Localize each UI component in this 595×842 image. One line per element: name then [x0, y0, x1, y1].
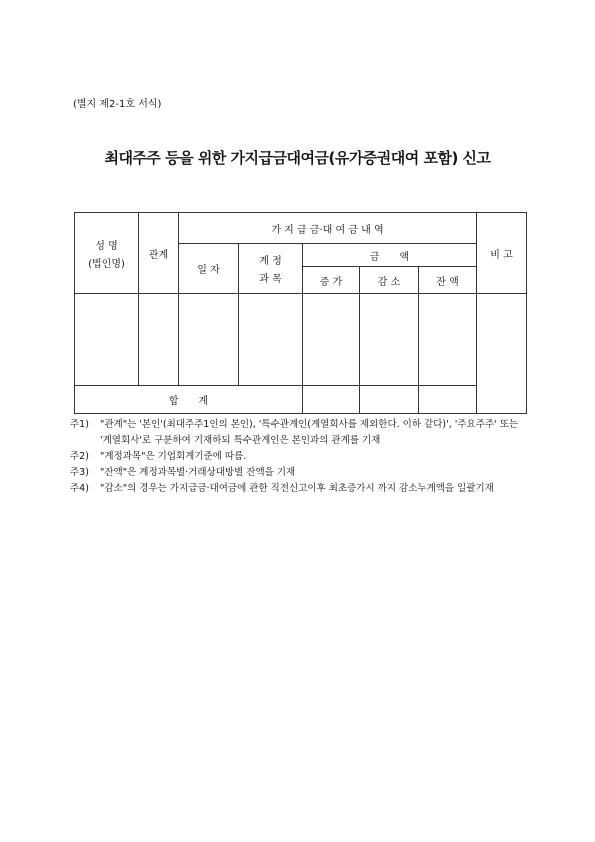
total-balance-cell[interactable] — [419, 386, 477, 414]
name-header-sublabel: (법인명) — [88, 258, 125, 270]
account-header-line1: 계 정 — [259, 256, 282, 267]
account-header — [239, 244, 303, 294]
note-item — [70, 449, 532, 465]
date-cell[interactable] — [179, 294, 239, 386]
note-prefix: 주2) — [70, 451, 89, 462]
notes — [70, 417, 532, 497]
remarks-header: 비 고 — [477, 213, 527, 294]
decrease-header: 감 소 — [360, 267, 419, 294]
increase-cell[interactable] — [303, 294, 360, 386]
balance-cell[interactable] — [419, 294, 477, 386]
account-header-line2: 과 목 — [259, 274, 282, 285]
name-header — [75, 213, 139, 294]
note-text: "계정과목"은 기업회계기준에 따름. — [100, 451, 247, 462]
balance-header: 잔 액 — [419, 267, 477, 294]
decrease-cell[interactable] — [360, 294, 419, 386]
increase-header: 증 가 — [303, 267, 360, 294]
account-cell[interactable] — [239, 294, 303, 386]
total-increase-cell[interactable] — [303, 386, 360, 414]
note-prefix: 주3) — [70, 467, 89, 478]
note-item — [70, 417, 532, 449]
note-item — [70, 481, 532, 497]
loan-details-header: 가 지 급 금·대 여 금 내 역 — [179, 213, 477, 244]
loan-report-table — [74, 212, 527, 414]
name-header-label: 성 명 — [95, 240, 118, 252]
total-label: 합 계 — [75, 386, 303, 414]
total-row — [75, 386, 527, 414]
table-row — [75, 294, 527, 386]
note-text: "잔액"은 계정과목별·거래상대방별 잔액을 기재 — [100, 467, 296, 478]
note-text: "관계"는 '본인'(최대주주1인의 본인), '특수관계인(계열회사를 제외한다. 이하 같다)', '주요주주' 또는 '계열회사'로 구분하여 기재하되 특수관계인은 본인과의 관계를 기재 — [100, 419, 519, 446]
total-decrease-cell[interactable] — [360, 386, 419, 414]
page-title: 최대주주 등을 위한 가지급금대여금(유가증권대여 포함) 신고 — [104, 149, 491, 167]
relation-cell[interactable] — [139, 294, 179, 386]
note-text: "감소"의 경우는 가지급금·대여금에 관한 직전신고이후 최초증가시 까지 감소누계액을 일괄기재 — [100, 483, 494, 494]
name-cell[interactable] — [75, 294, 139, 386]
note-item — [70, 465, 532, 481]
remarks-cell[interactable] — [477, 294, 527, 414]
note-prefix: 주1) — [70, 419, 89, 430]
form-id: (별지 제2-1호 서식) — [73, 99, 162, 110]
date-header: 일 자 — [179, 244, 239, 294]
relation-header: 관계 — [139, 213, 179, 294]
note-prefix: 주4) — [70, 483, 89, 494]
amount-header: 금 액 — [303, 244, 477, 267]
